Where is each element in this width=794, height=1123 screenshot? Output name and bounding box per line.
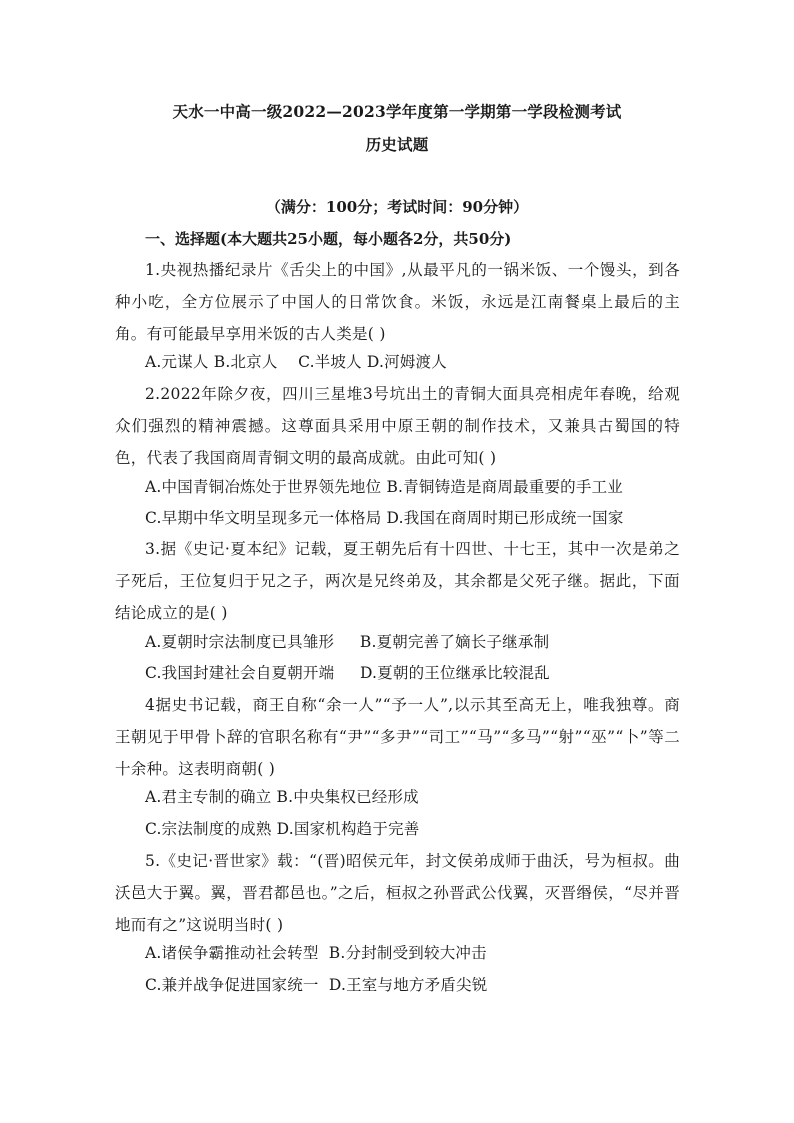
question-3-stem: 3.据《史记·夏本纪》记载，夏王朝先后有十四世、十七王，其中一次是弟之子死后，王位复归于兄之子，两次是兄终弟及，其余都是父死子继。据此，下面结论成立的是( ) <box>115 540 680 622</box>
question-5-options-line2: C.兼并战争促进国家统一 D.王室与地方矛盾尖锐 <box>145 976 488 994</box>
subject-title: 历史试题 <box>365 135 429 154</box>
exam-title: 天水一中高一级2022—2023学年度第一学期第一学段检测考试 <box>172 102 622 121</box>
question-2-options-line1: A.中国青铜冶炼处于世界领先地位 B.青铜铸造是商周最重要的手工业 <box>145 478 623 496</box>
question-2-options-line2: C.早期中华文明呈现多元一体格局 D.我国在商周时期已形成统一国家 <box>145 509 624 527</box>
question-3-options-line2: C.我国封建社会自夏朝开端 D.夏朝的王位继承比较混乱 <box>145 664 550 682</box>
question-5-options-line1: A.诸侯争霸推动社会转型 B.分封制受到较大冲击 <box>145 944 487 962</box>
section-heading: 一、选择题(本大题共25小题，每小题各2分，共50分) <box>145 230 512 248</box>
question-1-stem: 1.央视热播纪录片《舌尖上的中国》,从最平凡的一锅米饭、一个馒头，到各种小吃，全方位展示了中国人的日常饮食。米饭，永远是江南餐桌上最后的主角。有可能最早享用米饭的古人类是( ) <box>115 261 680 343</box>
question-4-stem: 4据史书记载，商王自称“余一人”“予一人”,以示其至高无上，唯我独尊。商王朝见于甲骨卜辞的官职名称有“尹”“多尹”“司工”“马”“多马”“射”“巫”“卜”等二十余种。这表明商朝( ) <box>115 696 680 778</box>
question-1-options: A.元谋人 B.北京人 C.半坡人 D.河姆渡人 <box>145 353 447 371</box>
question-4-options-line2: C.宗法制度的成熟 D.国家机构趋于完善 <box>145 820 420 838</box>
question-3-options-line1: A.夏朝时宗法制度已具雏形 B.夏朝完善了嫡长子继承制 <box>145 633 550 651</box>
question-2-stem: 2.2022年除夕夜，四川三星堆3号坑出土的青铜大面具亮相虎年春晚，给观众们强烈的精神震撼。这尊面具采用中原王朝的制作技术，又兼具古蜀国的特色，代表了我国商周青铜文明的最高成就。由此可知( ) <box>115 385 680 467</box>
question-5-stem: 5.《史记·晋世家》载：“(晋)昭侯元年，封文侯弟成师于曲沃，号为桓叔。曲沃邑大于翼。翼，晋君都邑也。”之后，桓叔之孙晋武公伐翼，灭晋缗侯，“尽并晋地而有之”这说明当时( ) <box>115 852 680 934</box>
exam-info: （满分：100分；考试时间：90分钟） <box>265 198 529 216</box>
question-4-options-line1: A.君主专制的确立 B.中央集权已经形成 <box>145 788 419 806</box>
